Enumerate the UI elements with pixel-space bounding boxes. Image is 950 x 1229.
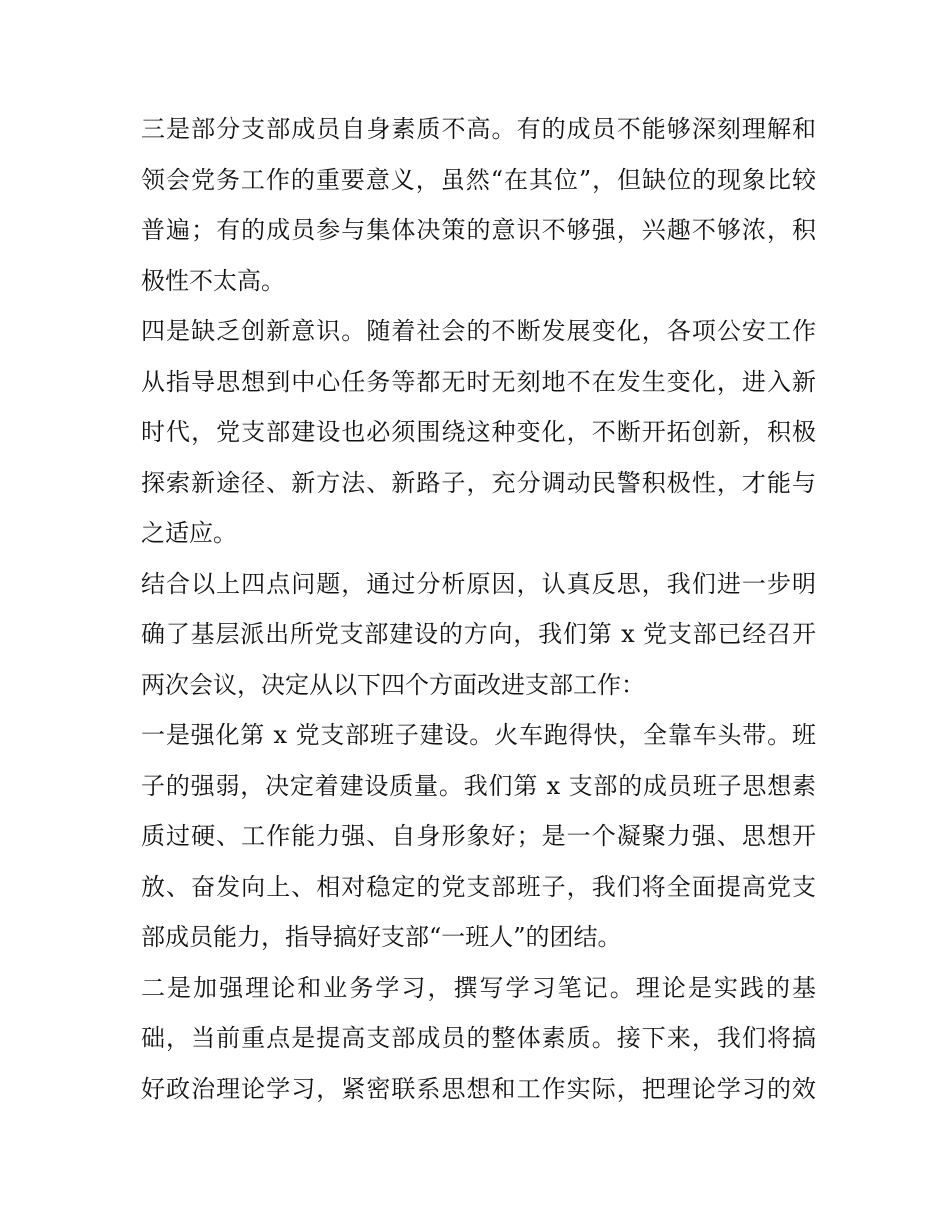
text-line: 部成员能力，指导搞好支部“一班人”的团结。: [141, 923, 622, 951]
text-line: 一是强化第 x 党支部班子建设。火车跑得快，全靠车头带。班: [141, 721, 816, 749]
text-line: 确了基层派出所党支部建设的方向，我们第 x 党支部已经召开: [141, 620, 816, 648]
text-line: 时代，党支部建设也必须围绕这种变化，不断开拓创新，积极: [141, 418, 816, 446]
text-line: 四是缺乏创新意识。随着社会的不断发展变化，各项公安工作: [141, 317, 816, 345]
text-line: 础，当前重点是提高支部成员的整体素质。接下来，我们将搞: [141, 1024, 816, 1052]
text-line: 之适应。: [141, 519, 237, 547]
text-line: 三是部分支部成员自身素质不高。有的成员不能够深刻理解和: [141, 115, 816, 143]
text-line: 探索新途径、新方法、新路子，充分调动民警积极性，才能与: [141, 468, 816, 497]
text-line: 领会党务工作的重要意义，虽然“在其位”，但缺位的现象比较: [141, 165, 816, 194]
document-body: [141, 104, 816, 1114]
text-line: 放、奋发向上、相对稳定的党支部班子，我们将全面提高党支: [141, 872, 816, 901]
text-line: 结合以上四点问题，通过分析原因，认真反思，我们进一步明: [141, 569, 816, 598]
text-line: 极性不太高。: [141, 266, 285, 295]
text-line: 质过硬、工作能力强、自身形象好；是一个凝聚力强、思想开: [141, 822, 816, 850]
text-line: 好政治理论学习，紧密联系思想和工作实际，把理论学习的效: [141, 1074, 816, 1103]
text-line: 二是加强理论和业务学习，撰写学习笔记。理论是实践的基: [141, 973, 816, 1002]
text-line: 普遍；有的成员参与集体决策的意识不够强，兴趣不够浓，积: [141, 216, 816, 244]
text-line: 子的强弱，决定着建设质量。我们第 x 支部的成员班子思想素: [141, 771, 816, 800]
text-line: 从指导思想到中心任务等都无时无刻地不在发生变化，进入新: [141, 367, 816, 396]
text-line: 两次会议，决定从以下四个方面改进支部工作：: [141, 670, 645, 699]
